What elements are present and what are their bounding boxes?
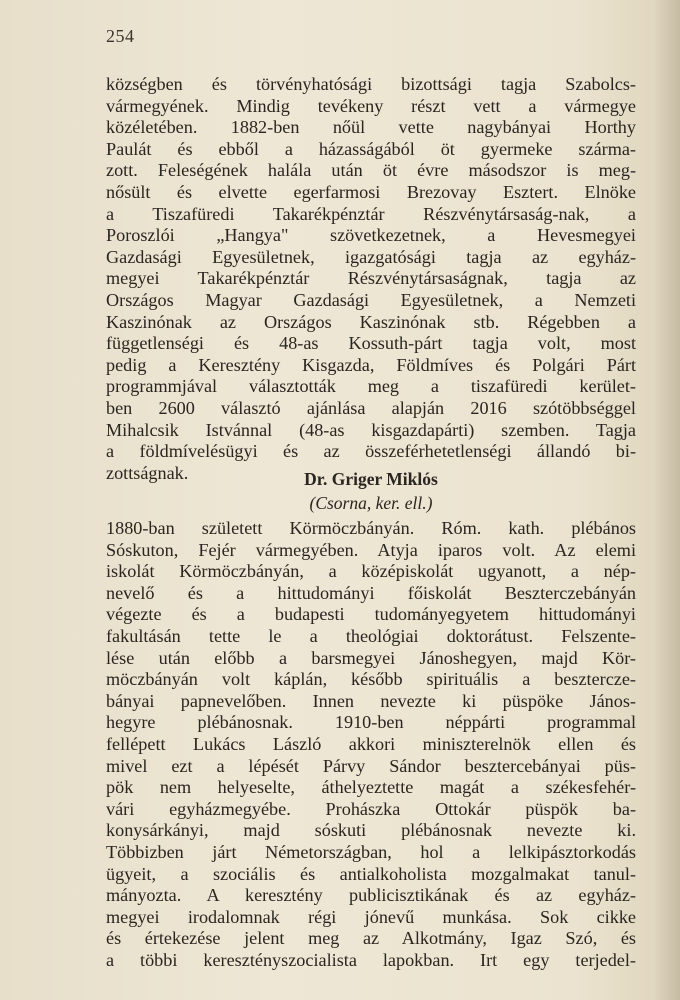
text-line: pedig a Keresztény Kisgazda, Földmíves és Polgári Párt bbox=[106, 354, 636, 375]
text-line: nősült és elvette egerfarmosi Brezovay Esztert. Elnöke bbox=[106, 181, 636, 202]
text-line: fellépett Lukács László akkori miniszterelnök ellen és bbox=[106, 733, 636, 754]
text-line: Poroszlói „Hangya" szövetkezetnek, a Hevesmegyei bbox=[106, 225, 636, 246]
text-line: és értekezése jelent meg az Alkotmány, Igaz Szó, és bbox=[106, 928, 636, 949]
text-line: lése után előbb a barsmegyei Jánoshegyen, majd Kör- bbox=[106, 647, 636, 668]
page-edge-shadow bbox=[654, 0, 680, 1000]
text-line: Sóskuton, Fejér vármegyében. Atyja iparos volt. Az elemi bbox=[106, 539, 636, 560]
text-line: vári egyházmegyébe. Prohászka Ottokár püspök ba- bbox=[106, 798, 636, 819]
text-line: Kaszinónak az Országos Kaszinónak stb. Régebben a bbox=[106, 311, 636, 332]
text-line: fakultásán tette le a theológiai doktorátust. Felszente- bbox=[106, 625, 636, 646]
text-line: közéletében. 1882-ben nőül vette nagybányai Horthy bbox=[106, 117, 636, 138]
text-line: konysárkányi, majd sóskuti plébánosnak nevezte ki. bbox=[106, 820, 636, 841]
text-line: bányai papnevelőben. Innen nevezte ki püspöke János- bbox=[106, 690, 636, 711]
text-line: zottságnak. bbox=[106, 462, 189, 483]
text-line: vármegyének. Mindig tevékeny részt vett a vármegye bbox=[106, 95, 636, 116]
text-line: Gazdasági Egyesületnek, igazgatósági tagja az egyház- bbox=[106, 246, 636, 267]
entry-text-2 bbox=[106, 518, 636, 971]
text-line: zott. Feleségének halála után öt évre másodszor is meg- bbox=[106, 160, 636, 181]
text-line: möczbányán volt káplán, később spirituális a besztercze- bbox=[106, 669, 636, 690]
text-line: hegyre plébánosnak. 1910-ben néppárti programmal bbox=[106, 712, 636, 733]
text-line: függetlenségi és 48-as Kossuth-párt tagja volt, most bbox=[106, 333, 636, 354]
text-line: iskolát Körmöczbányán, a középiskolát ugyanott, a nép- bbox=[106, 561, 636, 582]
entry-heading-district: (Csorna, ker. ell.) bbox=[309, 493, 433, 513]
text-line: Paulát és ebből a házasságából öt gyermeke szárma- bbox=[106, 138, 636, 159]
text-line: Mihalcsik Istvánnal (48-as kisgazdapárti) szemben. Tagja bbox=[106, 419, 636, 440]
text-line: mivel ezt a lépését Párvy Sándor besztercebányai püs- bbox=[106, 755, 636, 776]
text-line: a Tiszafüredi Takarékpénztár Részvénytársaság-nak, a bbox=[106, 203, 636, 224]
entry-text-1 bbox=[106, 74, 636, 484]
text-line: pök nem helyeselte, áthelyeztette magát a székesfehér- bbox=[106, 777, 636, 798]
text-line: megyei irodalomnak régi jónevű munkása. Sok cikke bbox=[106, 906, 636, 927]
text-line: Országos Magyar Gazdasági Egyesületnek, a Nemzeti bbox=[106, 289, 636, 310]
text-line: nevelő és a hittudományi főiskolát Beszterczebányán bbox=[106, 582, 636, 603]
text-line: ben 2600 választó ajánlása alapján 2016 szótöbbséggel bbox=[106, 397, 636, 418]
text-line: a többi keresztényszocialista lapokban. Irt egy terjedel- bbox=[106, 949, 636, 970]
entry-heading-name: Dr. Griger Miklós bbox=[304, 469, 438, 489]
text-line: községben és törvényhatósági bizottsági tagja Szabolcs- bbox=[106, 74, 636, 94]
text-line: 1880-ban született Körmöczbányán. Róm. kath. plébános bbox=[106, 518, 636, 538]
text-line: Többizben járt Németországban, hol a lelkipásztorkodás bbox=[106, 841, 636, 862]
text-line: mányozta. A keresztény publicisztikának és az egyház- bbox=[106, 885, 636, 906]
page-number: 254 bbox=[106, 26, 135, 46]
text-line: megyei Takarékpénztár Részvénytársaságnak, tagja az bbox=[106, 268, 636, 289]
text-line: programmjával választották meg a tiszafüredi kerület- bbox=[106, 376, 636, 397]
text-line: ügyeit, a szociális és antialkoholista mozgalmakat tanul- bbox=[106, 863, 636, 884]
text-line: végezte és a budapesti tudományegyetem hittudományi bbox=[106, 604, 636, 625]
text-line: a földmívelésügyi és az összeférhetetlenségi állandó bi- bbox=[106, 441, 636, 462]
